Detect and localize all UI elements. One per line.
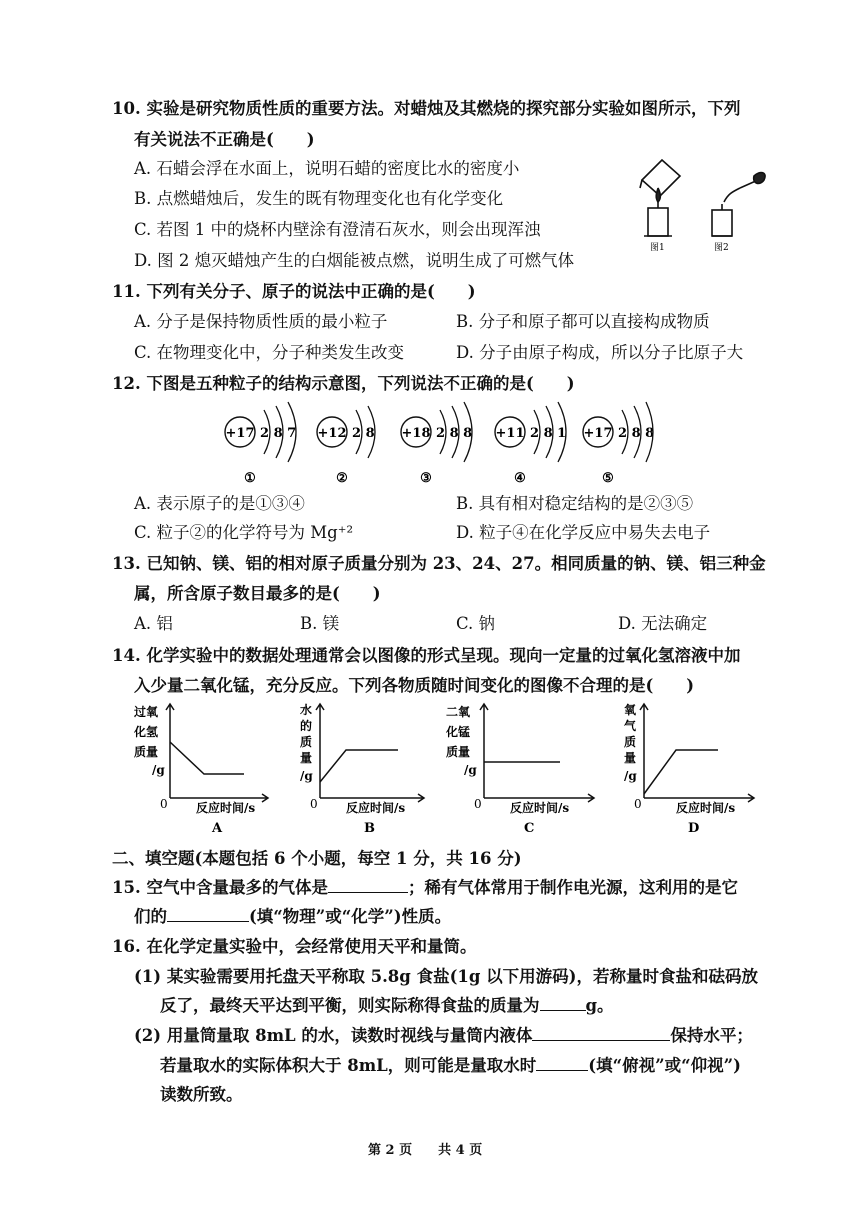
- graph-a-line: [170, 742, 244, 774]
- atom-5-electrons: 2 8 8: [618, 426, 655, 441]
- graph-c-ylabel-4: /g: [464, 763, 477, 777]
- graph-b-ylabel-3: 质: [300, 735, 313, 749]
- q16-blank-2[interactable]: [532, 1025, 670, 1041]
- graph-c-ylabel-2: 化锰: [446, 725, 471, 739]
- q16-sub2-text-2: 保持水平；: [670, 1026, 753, 1045]
- graph-a-origin: 0: [160, 797, 168, 811]
- graph-c: [444, 700, 604, 838]
- q10-option-b: B. 点燃蜡烛后，发生的既有物理变化也有化学变化: [134, 189, 504, 208]
- graph-c-letter: C: [524, 821, 535, 836]
- q16-sub2-line1: [134, 1025, 753, 1047]
- atom-diagram-1: [225, 402, 296, 486]
- graph-d-letter: D: [688, 821, 700, 836]
- q15-line1: [112, 877, 738, 899]
- atom-1-nucleus: +17: [225, 426, 255, 441]
- graph-a-ylabel-1: 过氧: [134, 705, 159, 719]
- q16-sub2-text-4: (填“俯视”或“仰视”): [588, 1056, 741, 1075]
- graph-c-xlabel: 反应时间/s: [510, 801, 570, 815]
- q10-option-a: A. 石蜡会浮在水面上，说明石蜡的密度比水的密度小: [134, 159, 520, 178]
- graph-d-origin: 0: [634, 797, 642, 811]
- q16-sub1-text: 反了，最终天平达到平衡，则实际称得食盐的质量为: [160, 996, 540, 1015]
- q13-option-a: A. 铝: [134, 614, 173, 633]
- q16-blank-3[interactable]: [536, 1055, 588, 1071]
- q15-blank-2[interactable]: [167, 906, 249, 922]
- atom-4-nucleus: +11: [495, 426, 525, 441]
- atom-2-electrons: 2 8: [352, 426, 375, 441]
- graph-b: [290, 700, 440, 838]
- q15-text-2: ；稀有气体常用于制作电光源，这利用的是它: [407, 878, 738, 897]
- atom-3-label: ③: [420, 471, 432, 486]
- atom-1-electrons: 2 8 7: [260, 426, 297, 441]
- q16-sub1-line1: (1) 某实验需要用托盘天平称取 5.8g 食盐(1g 以下用游码)，若称量时食盐和砝码放: [134, 967, 758, 986]
- q10-stem-line2: 有关说法不正确是( ): [134, 130, 315, 149]
- section-2-heading: 二、填空题(本题包括 6 个小题，每空 1 分，共 16 分): [112, 849, 522, 868]
- graph-a: [126, 700, 276, 838]
- atom-diagram-2: [317, 406, 375, 486]
- q16-sub2-line3: 读数所致。: [160, 1085, 243, 1104]
- atom-diagram-4: [495, 402, 566, 486]
- graph-a-ylabel-4: /g: [152, 763, 165, 777]
- atom-4-label: ④: [514, 471, 526, 486]
- graph-d-xlabel: 反应时间/s: [676, 801, 736, 815]
- graph-c-ylabel-3: 质量: [446, 745, 471, 759]
- candle-experiment-figure: [628, 158, 778, 258]
- atom-4-electrons: 2 8 1: [530, 426, 567, 441]
- q12-option-d: D. 粒子④在化学反应中易失去电子: [456, 523, 711, 542]
- q13-stem-line2: 属，所含原子数目最多的是( ): [134, 584, 381, 603]
- atom-5-label: ⑤: [602, 471, 614, 486]
- atom-3-nucleus: +18: [401, 426, 431, 441]
- q15-blank-1[interactable]: [328, 877, 408, 893]
- graph-b-ylabel-4: 量: [300, 751, 313, 765]
- q16-sub2-line2: [160, 1055, 741, 1077]
- atom-1-label: ①: [244, 471, 256, 486]
- q11-option-b: B. 分子和原子都可以直接构成物质: [456, 312, 710, 331]
- graph-d-ylabel-1: 氧: [624, 703, 637, 717]
- graph-d-ylabel-2: 气: [624, 719, 637, 733]
- atom-diagram-5: [583, 402, 654, 486]
- graph-b-line: [320, 750, 398, 782]
- q11-option-d: D. 分子由原子构成，所以分子比原子大: [456, 343, 744, 362]
- q10-stem-line1: 10. 实验是研究物质性质的重要方法。对蜡烛及其燃烧的探究部分实验如图所示，下列: [112, 99, 741, 118]
- graph-a-ylabel-2: 化氢: [134, 725, 159, 739]
- graph-d-line: [644, 750, 718, 794]
- q11-option-c: C. 在物理变化中，分子种类发生改变: [134, 343, 405, 362]
- q16-sub2-text-3: 若量取水的实际体积大于 8mL，则可能是量取水时: [160, 1056, 537, 1075]
- q11-option-a: A. 分子是保持物质性质的最小粒子: [134, 312, 388, 331]
- figure2-label: 图2: [714, 243, 729, 253]
- page-footer: 第 2 页 共 4 页: [368, 1143, 483, 1158]
- atom-diagram-3: [401, 402, 472, 486]
- q16-stem: 16. 在化学定量实验中，会经常使用天平和量筒。: [112, 937, 477, 956]
- graph-b-xlabel: 反应时间/s: [346, 801, 406, 815]
- q16-blank-1[interactable]: [540, 995, 586, 1011]
- atom-2-nucleus: +12: [317, 426, 347, 441]
- graph-b-origin: 0: [310, 797, 318, 811]
- graph-a-letter: A: [212, 821, 223, 836]
- graph-b-ylabel-5: /g: [300, 769, 313, 783]
- graph-b-ylabel-2: 的: [300, 719, 313, 733]
- figure1-label: 图1: [650, 243, 665, 253]
- graph-d-ylabel-5: /g: [624, 769, 637, 783]
- q12-stem: 12. 下图是五种粒子的结构示意图，下列说法不正确的是( ): [112, 374, 575, 393]
- q10-option-d: D. 图 2 熄灭蜡烛产生的白烟能被点燃，说明生成了可燃气体: [134, 251, 575, 270]
- q13-option-b: B. 镁: [300, 614, 340, 633]
- atom-structure-diagrams: [220, 398, 660, 490]
- q13-stem-line1: 13. 已知钠、镁、铝的相对原子质量分别为 23、24、27。相同质量的钠、镁、铝三种金: [112, 554, 766, 573]
- q16-sub2-text-1: (2) 用量筒量取 8mL 的水，读数时视线与量筒内液体: [134, 1026, 533, 1045]
- q16-sub1-line2: [160, 995, 614, 1017]
- q12-option-c: C. 粒子②的化学符号为 Mg⁺²: [134, 523, 354, 542]
- graph-d-ylabel-4: 量: [624, 751, 637, 765]
- graph-d-ylabel-3: 质: [624, 735, 637, 749]
- q15-text-4: (填“物理”或“化学”)性质。: [249, 907, 452, 926]
- q15-text-1: 15. 空气中含量最多的气体是: [112, 878, 328, 897]
- graph-b-ylabel-1: 水: [300, 703, 313, 717]
- graph-c-ylabel-1: 二氧: [446, 705, 471, 719]
- q10-option-c: C. 若图 1 中的烧杯内壁涂有澄清石灰水，则会出现浑浊: [134, 220, 541, 239]
- atom-3-electrons: 2 8 8: [436, 426, 473, 441]
- q12-option-b: B. 具有相对稳定结构的是②③⑤: [456, 494, 694, 513]
- q15-text-3: 们的: [134, 907, 167, 926]
- q13-option-c: C. 钠: [456, 614, 496, 633]
- atom-5-nucleus: +17: [583, 426, 613, 441]
- q14-stem-line1: 14. 化学实验中的数据处理通常会以图像的形式呈现。现向一定量的过氧化氢溶液中加: [112, 646, 741, 665]
- graph-b-letter: B: [364, 821, 375, 836]
- graph-a-xlabel: 反应时间/s: [196, 801, 256, 815]
- graph-a-ylabel-3: 质量: [134, 745, 159, 759]
- q12-option-a: A. 表示原子的是①③④: [134, 494, 305, 513]
- q16-sub1-unit: g。: [585, 996, 614, 1015]
- q11-stem: 11. 下列有关分子、原子的说法中正确的是( ): [112, 282, 476, 301]
- q14-stem-line2: 入少量二氧化锰，充分反应。下列各物质随时间变化的图像不合理的是( ): [134, 676, 695, 695]
- graph-d: [614, 700, 764, 838]
- q15-line2: [134, 906, 451, 928]
- graph-c-origin: 0: [474, 797, 482, 811]
- atom-2-label: ②: [336, 471, 348, 486]
- q13-option-d: D. 无法确定: [618, 614, 708, 633]
